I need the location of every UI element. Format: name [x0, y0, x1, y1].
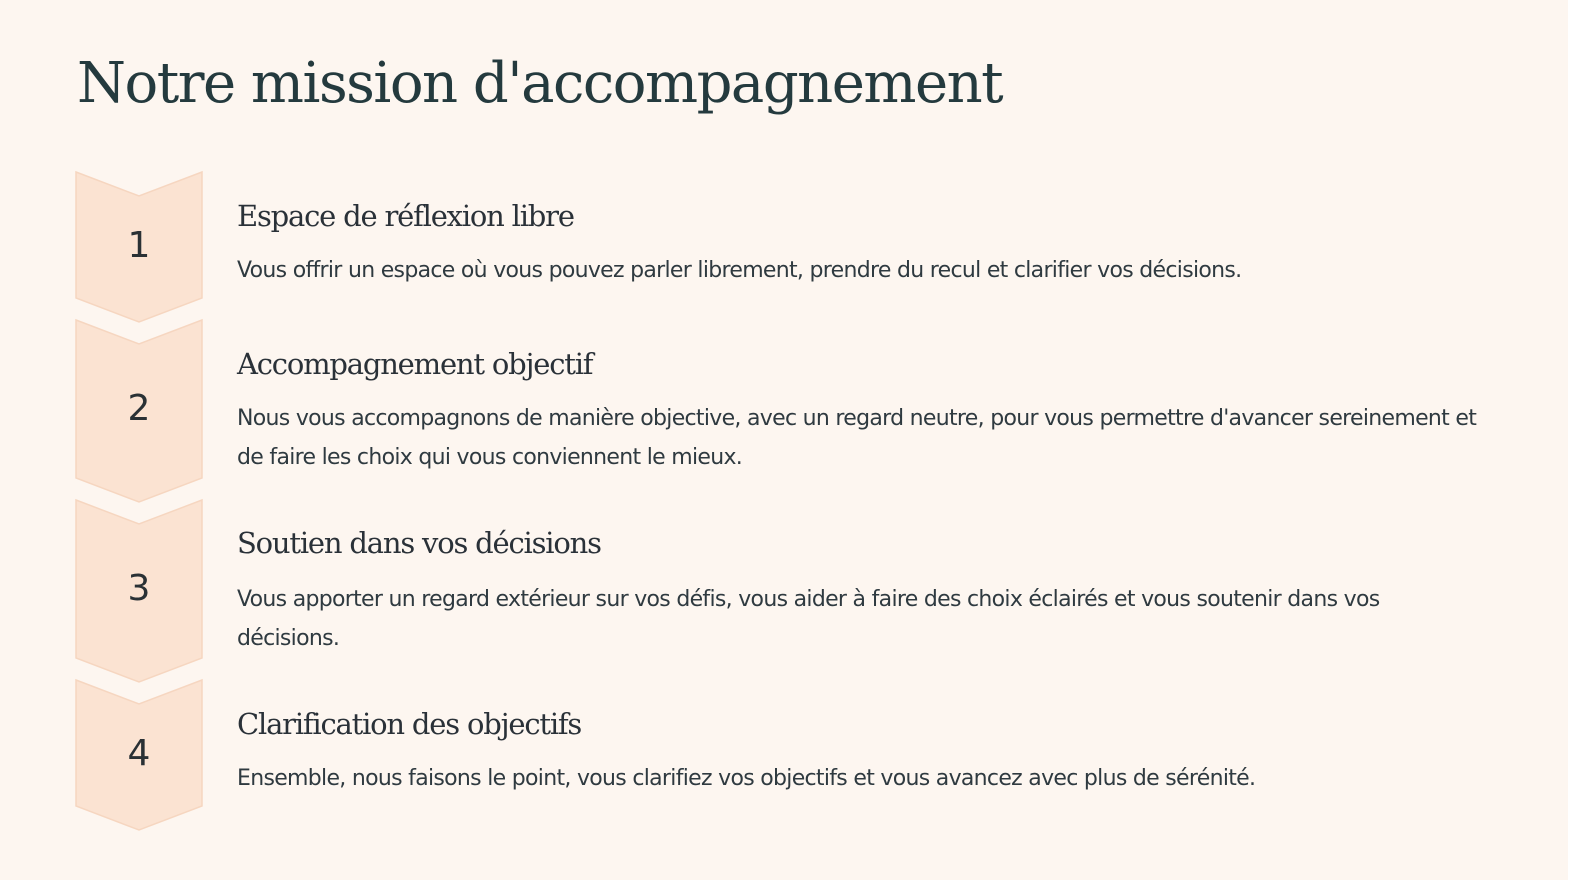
step-title: Soutien dans vos décisions	[237, 526, 601, 560]
step-number: 2	[127, 388, 151, 429]
step-2-chevron	[76, 320, 202, 502]
page-title: Notre mission d'accompagnement	[77, 51, 1003, 116]
step-4-content	[237, 704, 1477, 798]
step-description: Vous offrir un espace où vous pouvez parler librement, prendre du recul et clarifier vos décisions.	[237, 258, 1242, 283]
step-description: Vous apporter un regard extérieur sur vos défis, vous aider à faire des choix éclairés et vous soutenir dans vos décisions.	[237, 587, 1380, 651]
step-2-content	[237, 344, 1477, 477]
step-4-chevron	[76, 680, 202, 830]
step-number: 3	[127, 568, 151, 609]
step-title: Accompagnement objectif	[237, 347, 593, 381]
step-description: Nous vous accompagnons de manière objective, avec un regard neutre, pour vous permettre d'avancer sereinement et de faire les choix qui vous conviennent le mieux.	[237, 406, 1477, 470]
step-3-chevron	[76, 500, 202, 682]
step-1-content	[237, 196, 1477, 290]
step-title: Espace de réflexion libre	[237, 199, 574, 233]
step-1-chevron	[76, 172, 202, 322]
step-3-content	[237, 523, 1477, 658]
step-description: Ensemble, nous faisons le point, vous clarifiez vos objectifs et vous avancez avec plus de sérénité.	[237, 766, 1256, 791]
step-title: Clarification des objectifs	[237, 707, 582, 741]
step-number: 1	[127, 225, 151, 266]
step-number: 4	[127, 733, 151, 774]
